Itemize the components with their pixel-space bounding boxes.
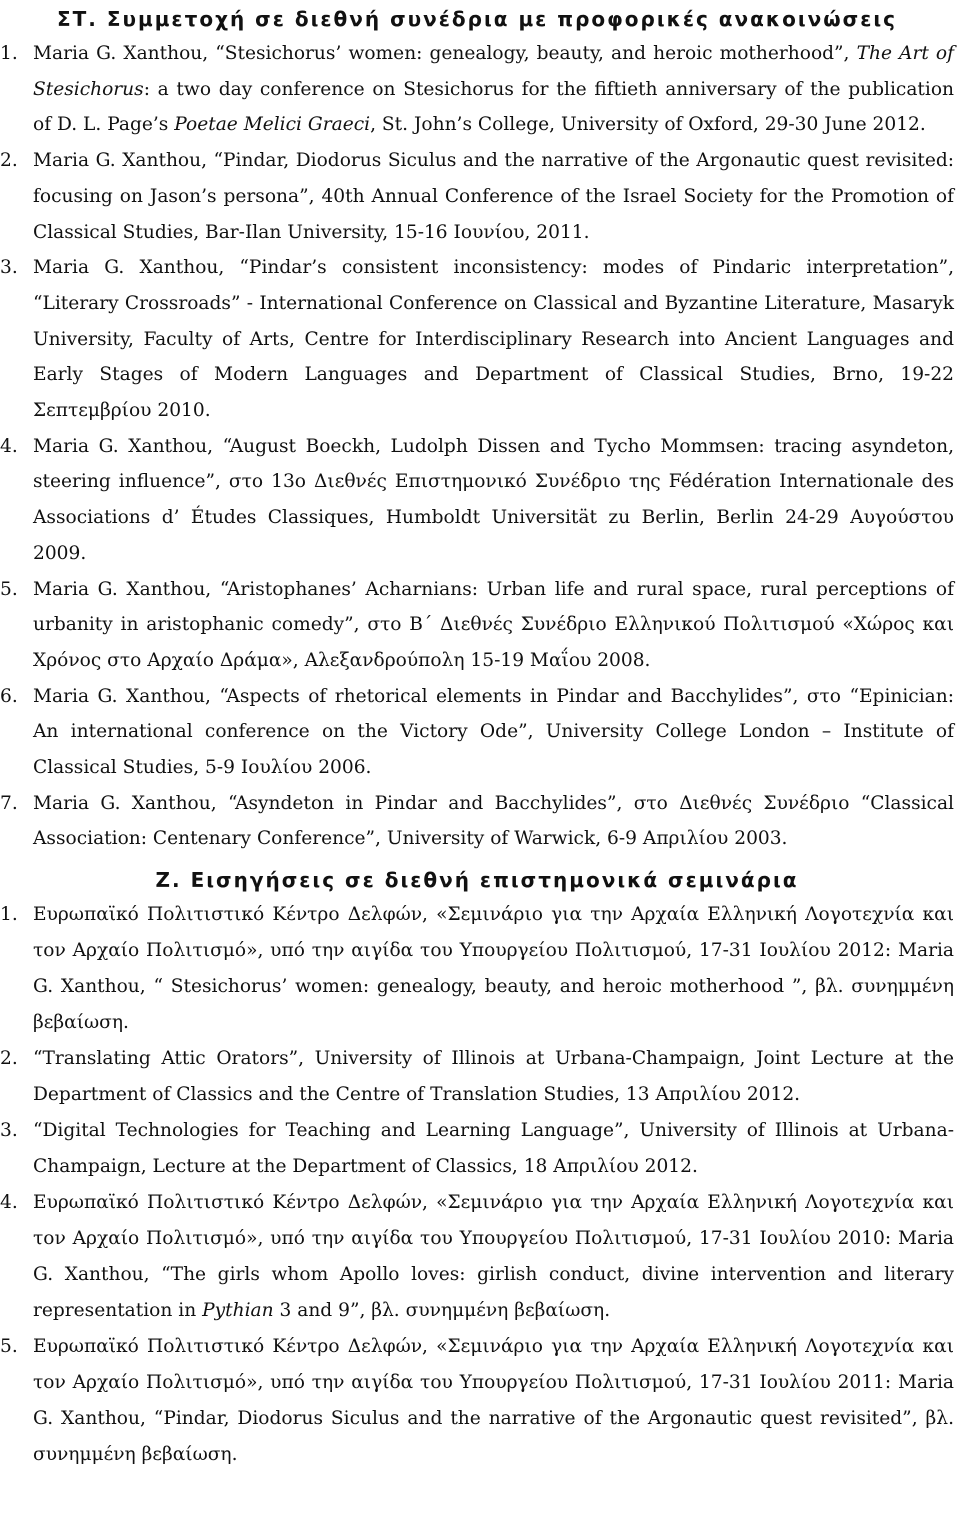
- list-item: [0, 1113, 954, 1185]
- item-text: “Translating Attic Orators”, University of Illinois at Urbana-Champaign, Joint Lecture at the Department of Classics and the Centre of Translation Studies, 13 Απριλίου 2012.: [33, 1048, 954, 1106]
- item-number: 2.: [0, 150, 18, 172]
- item-text: Ευρωπαϊκό Πολιτιστικό Κέντρο Δελφών, «Σεμινάριο για την Αρχαία Ελληνική Λογοτεχνία και τον Αρχαίο Πολιτισμό», υπό την αιγίδα του Υπουργείου Πολιτισμού, 17-31 Ιουλίου 2010: Maria G. Xanthou, “The girls whom Apollo loves: girlish conduct, divine intervention and literary representation in: [33, 1192, 954, 1322]
- item-text: : a two day conference on Stesichorus for the fiftieth anniversary of the publication of D. L. Page’s: [33, 78, 954, 136]
- item-italic-title: Pythian: [202, 1300, 274, 1322]
- item-number: 7.: [0, 792, 18, 814]
- item-italic-title: Poetae Melici Graeci: [174, 114, 371, 136]
- section-title-z: Ζ. Εισηγήσεις σε διεθνή επιστημονικά σεμινάρια: [155, 868, 799, 893]
- item-text: Maria G. Xanthou, “Aristophanes’ Acharnians: Urban life and rural space, rural perceptions of urbanity in aristophanic comedy”, στο Β΄ Διεθνές Συνέδριο Ελληνικού Πολιτισμού «Χώρος και Χρόνος στο Αρχαίο Δράμα», Αλεξανδρούπολη 15-19 Μαΐου 2008.: [33, 578, 954, 671]
- item-text: Ευρωπαϊκό Πολιτιστικό Κέντρο Δελφών, «Σεμινάριο για την Αρχαία Ελληνική Λογοτεχνία και τον Αρχαίο Πολιτισμό», υπό την αιγίδα του Υπουργείου Πολιτισμού, 17-31 Ιουλίου 2011: Maria G. Xanthou, “Pindar, Diodorus Siculus and the narrative of the Argonautic quest revisited”, βλ. συνημμένη βεβαίωση.: [33, 1336, 954, 1466]
- item-number: 6.: [0, 685, 18, 707]
- item-text: Maria G. Xanthou, “Asyndeton in Pindar and Bacchylides”, στο Διεθνές Συνέδριο “Classical Association: Centenary Conference”, University of Warwick, 6-9 Απριλίου 2003.: [33, 792, 954, 850]
- item-italic-title: The Art of Stesichorus: [33, 43, 954, 100]
- item-text: Maria G. Xanthou, “August Boeckh, Ludolph Dissen and Tycho Mommsen: tracing asyndeton, steering influence”, στο 13ο Διεθνές Επιστημονικό Συνέδριο της Fédération Internationale des Associations d’ Études Classiques, Humboldt Universität zu Berlin, Berlin 24-29 Αυγούστου 2009.: [33, 435, 954, 564]
- item-text: Maria G. Xanthou, “Pindar, Diodorus Siculus and the narrative of the Argonautic quest revisited: focusing on Jason’s persona”, 40th Annual Conference of the Israel Society for the Promotion of Classical Studies, Bar-Ilan University, 15-16 Ιουνίου, 2011.: [33, 150, 954, 243]
- item-number: 1.: [0, 43, 18, 64]
- item-text: Maria G. Xanthou, “Pindar’s consistent inconsistency: modes of Pindaric interpretation”, “Literary Crossroads” - International Conference on Classical and Byzantine Literature, Masaryk University, Faculty of Arts, Centre for Interdisciplinary Research into Ancient Languages and Early Stages of Modern Languages and Department of Classical Studies, Brno, 19-22 Σεπτεμβρίου 2010.: [33, 257, 954, 422]
- item-text: Ευρωπαϊκό Πολιτιστικό Κέντρο Δελφών, «Σεμινάριο για την Αρχαία Ελληνική Λογοτεχνία και τον Αρχαίο Πολιτισμό», υπό την αιγίδα του Υπουργείου Πολιτισμού, 17-31 Ιουλίου 2012: Maria G. Xanthou, “ Stesichorus’ women: genealogy, beauty, and heroic motherhood ”, βλ. συνημμένη βεβαίωση.: [33, 904, 954, 1034]
- list-item: [0, 143, 954, 250]
- item-number: 4.: [0, 435, 18, 457]
- item-text: “Digital Technologies for Teaching and Learning Language”, University of Illinois at Urbana-Champaign, Lecture at the Department of Classics, 18 Απριλίου 2012.: [33, 1120, 954, 1178]
- conference-list: [0, 36, 954, 857]
- list-item: [0, 897, 954, 1041]
- item-number: 4.: [0, 1192, 18, 1214]
- list-item: [0, 250, 954, 429]
- item-number: 2.: [0, 1048, 18, 1070]
- item-number: 3.: [0, 1120, 18, 1142]
- list-item: [0, 679, 954, 786]
- item-text: Maria G. Xanthou, “Stesichorus’ women: genealogy, beauty, and heroic motherhood”,: [33, 43, 857, 64]
- list-item: [0, 786, 954, 857]
- list-item: [0, 1185, 954, 1329]
- list-item: [0, 36, 954, 143]
- item-number: 5.: [0, 1336, 18, 1358]
- list-item: [0, 429, 954, 572]
- item-number: 1.: [0, 904, 18, 926]
- section-title-st: ΣΤ. Συμμετοχή σε διεθνή συνέδρια με προφορικές ανακοινώσεις: [56, 7, 898, 31]
- seminar-list: [0, 897, 954, 1473]
- item-text: 3 and 9”, βλ. συνημμένη βεβαίωση.: [273, 1300, 611, 1322]
- item-number: 5.: [0, 578, 18, 600]
- item-number: 3.: [0, 257, 18, 279]
- list-item: [0, 1041, 954, 1113]
- list-item: [0, 1329, 954, 1473]
- list-item: [0, 572, 954, 679]
- item-text: , St. John’s College, University of Oxford, 29-30 June 2012.: [370, 114, 926, 136]
- item-text: Maria G. Xanthou, “Aspects of rhetorical elements in Pindar and Bacchylides”, στο “Epinician: An international conference on the Victory Ode”, University College London – Institute of Classical Studies, 5-9 Ιουλίου 2006.: [33, 685, 954, 779]
